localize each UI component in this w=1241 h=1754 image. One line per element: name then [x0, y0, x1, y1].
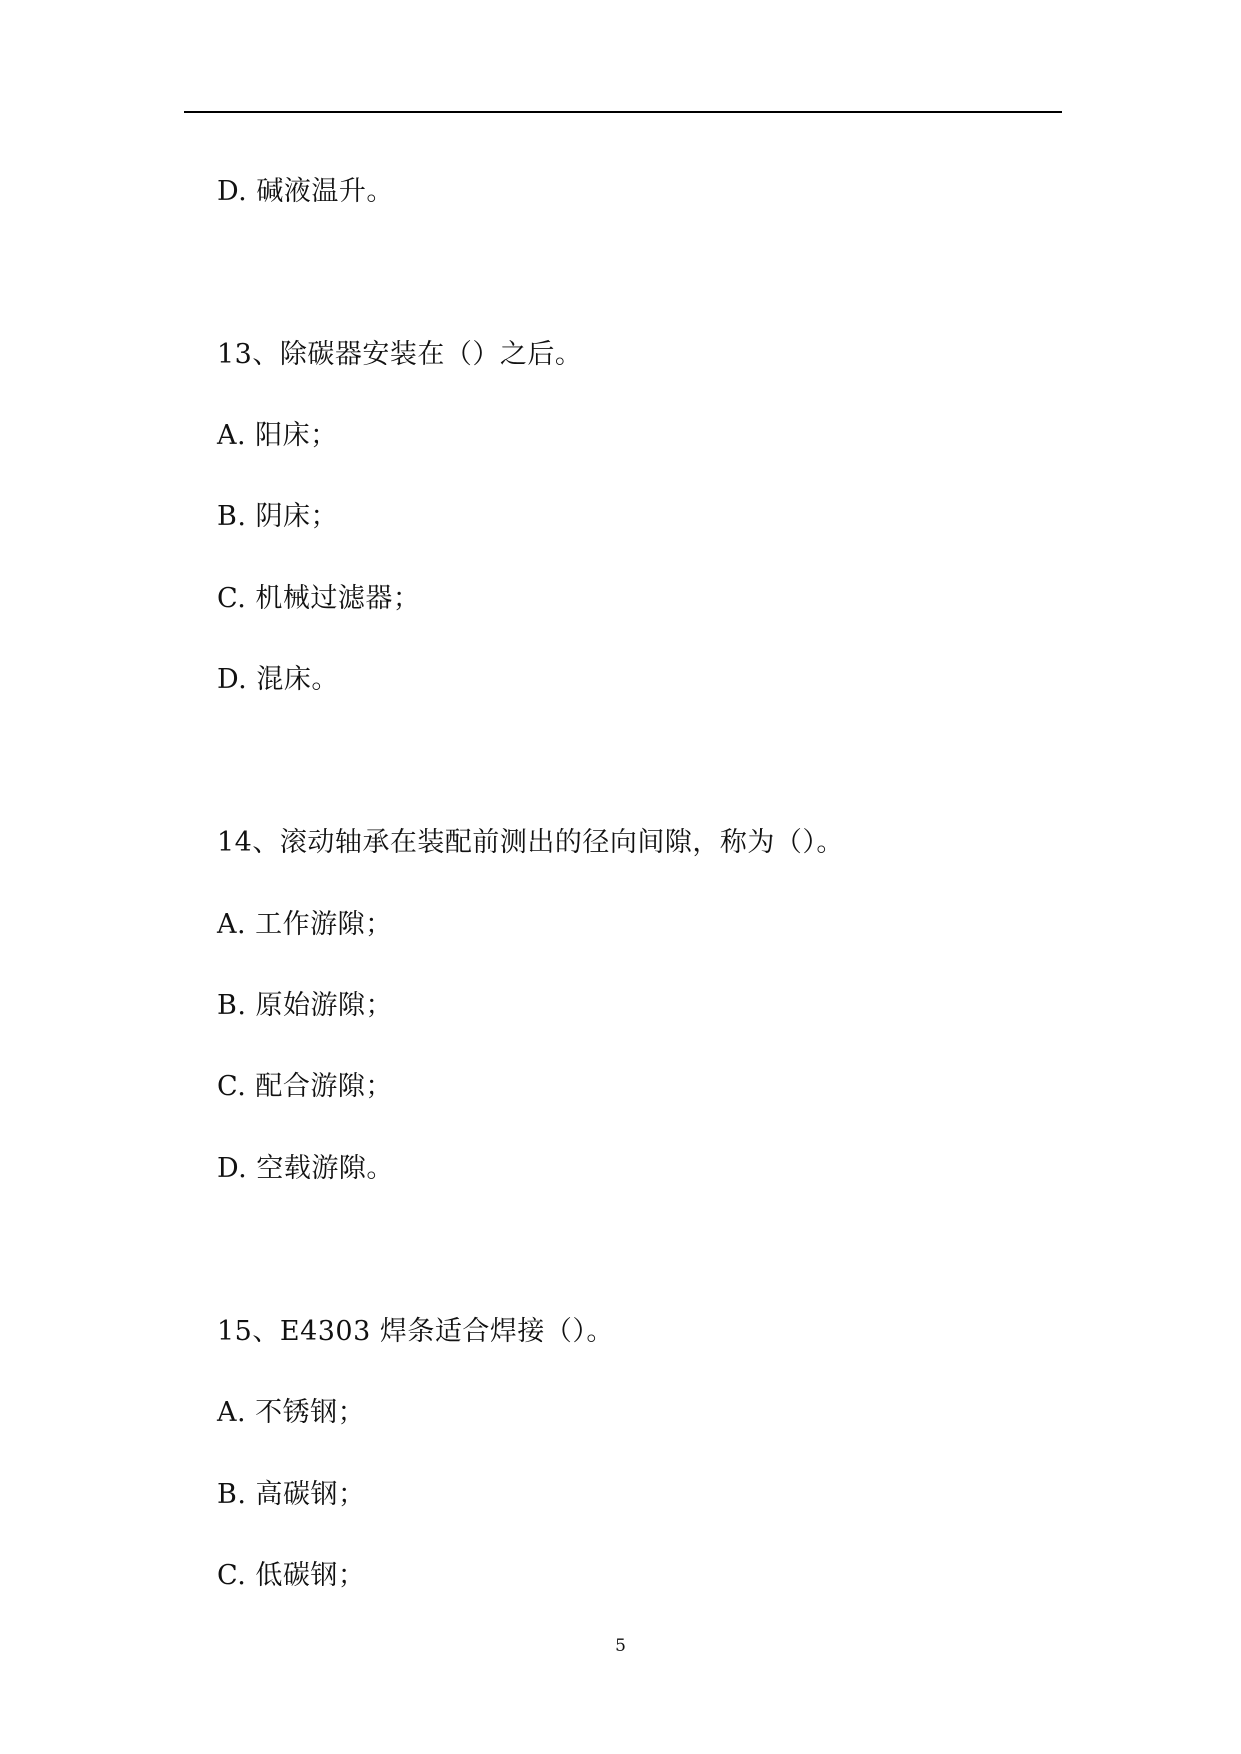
- option-14-a: A. 工作游隙；: [217, 909, 393, 940]
- option-14-b: B. 原始游隙；: [217, 990, 394, 1021]
- page-number: 5: [615, 1636, 626, 1656]
- question-14: 14、滚动轴承在装配前测出的径向间隙，称为（）。: [217, 827, 844, 858]
- option-12-d: D. 碱液温升。: [217, 176, 394, 207]
- option-13-a: A. 阳床；: [217, 420, 338, 451]
- option-13-d: D. 混床。: [217, 664, 339, 695]
- option-14-d: D. 空载游隙。: [217, 1153, 394, 1184]
- header-rule: [184, 111, 1062, 113]
- option-15-a: A. 不锈钢；: [217, 1397, 366, 1428]
- question-15: 15、E4303 焊条适合焊接（）。: [217, 1316, 614, 1347]
- option-13-c: C. 机械过滤器；: [217, 583, 421, 614]
- option-15-b: B. 高碳钢；: [217, 1479, 366, 1510]
- question-13: 13、除碳器安装在（）之后。: [217, 339, 583, 370]
- option-15-c: C. 低碳钢；: [217, 1560, 366, 1591]
- option-13-b: B. 阴床；: [217, 501, 339, 532]
- option-14-c: C. 配合游隙；: [217, 1071, 393, 1102]
